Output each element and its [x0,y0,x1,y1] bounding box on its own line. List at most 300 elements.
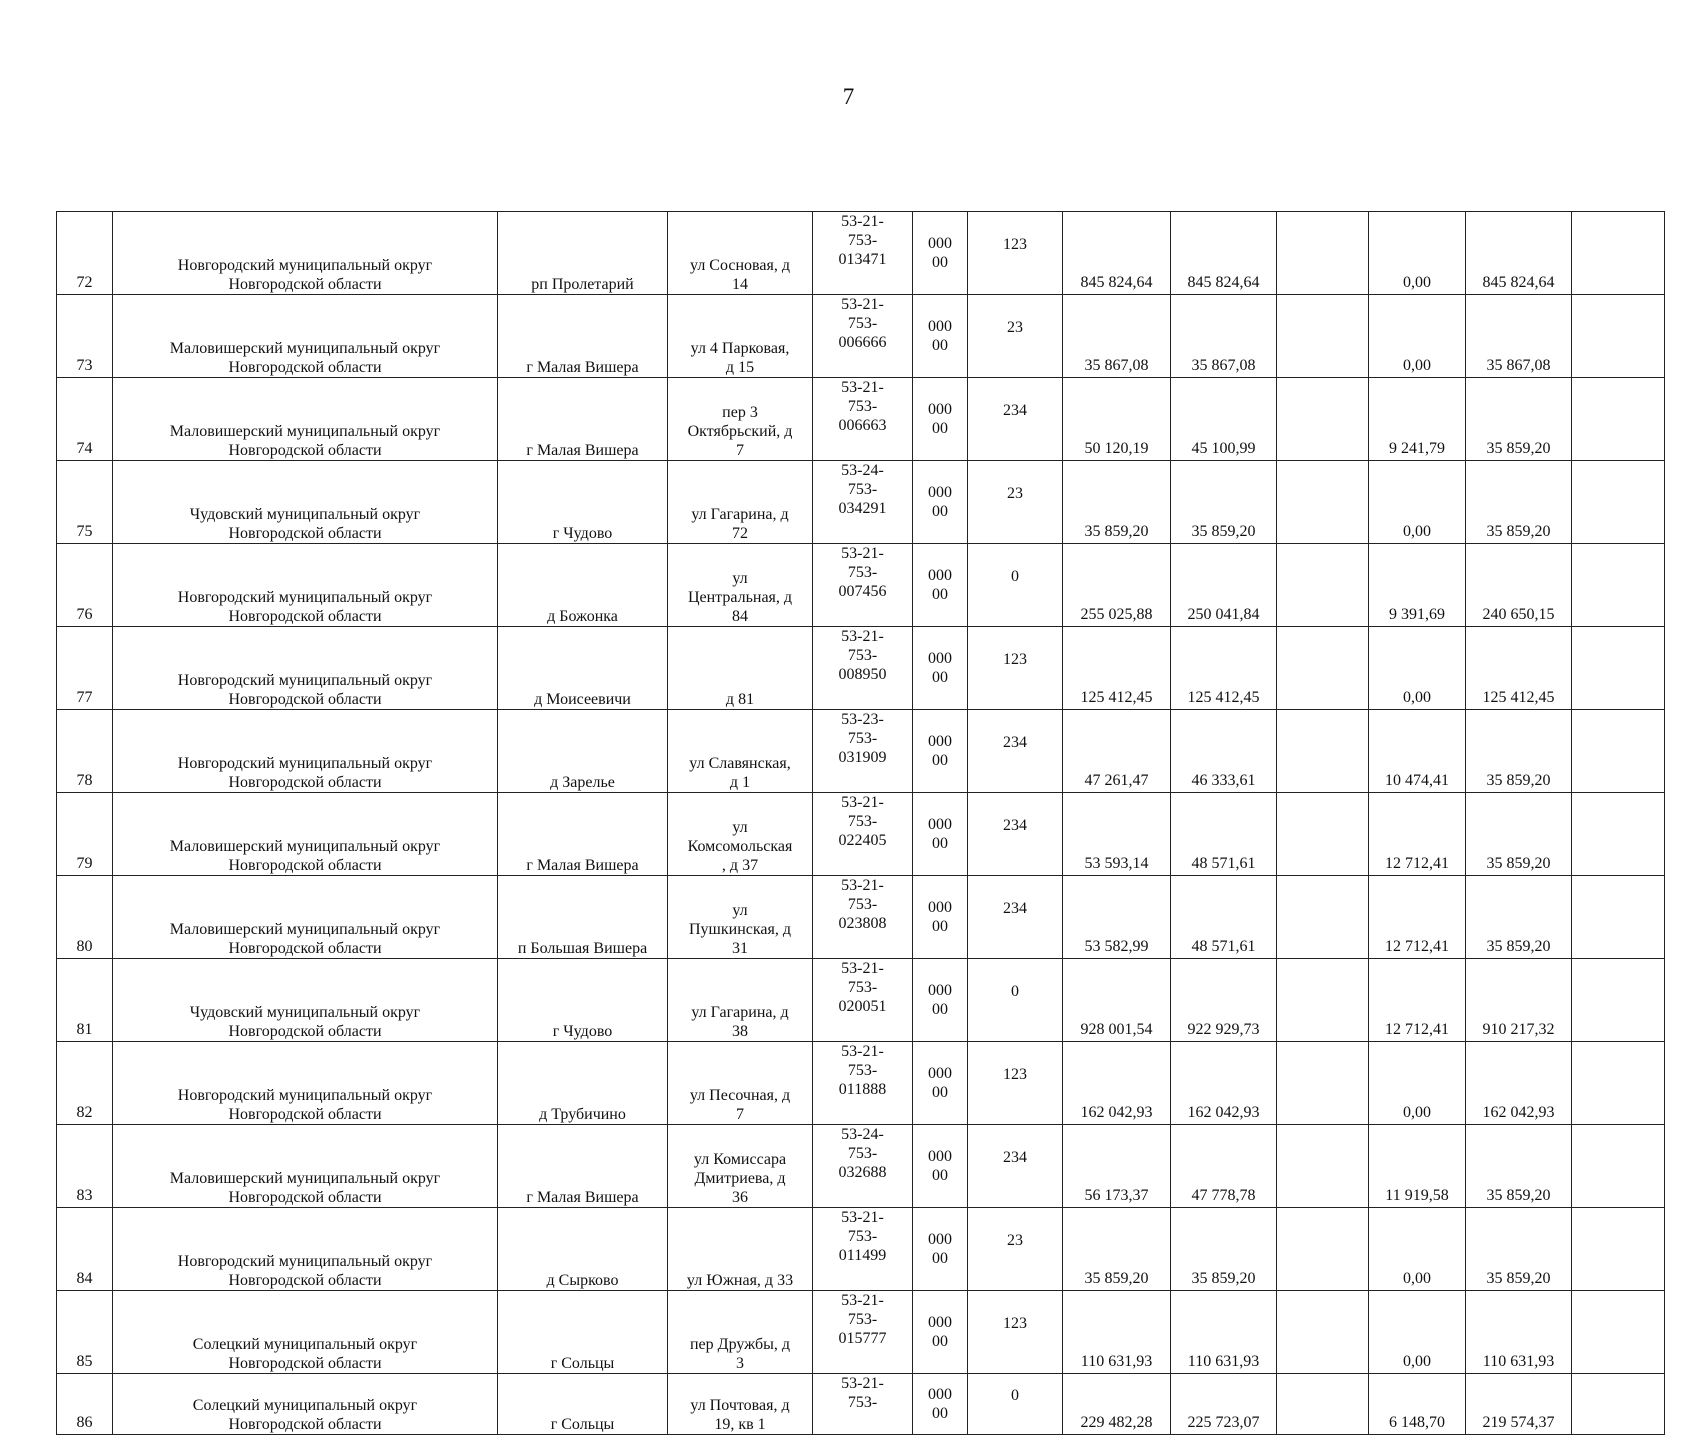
locality-cell: д Зарелье [498,710,668,793]
address-cell-line: ул Комиссара [693,1151,787,1168]
municipality-cell [113,378,498,461]
amount-6-cell [1572,544,1665,627]
municipality-cell-line: Новгородской области [228,525,382,542]
municipality-cell-line: Новгородский муниципальный округ [177,1253,433,1270]
amount-1-cell: 35 867,08 [1063,295,1171,378]
address-cell [668,1208,813,1291]
cadastral-cell-line: 013471 [838,251,887,268]
cadastral-cell-line: 53-21- [841,1375,884,1392]
cadastral-cell-line: 753- [847,1311,878,1328]
category-cell: 234 [968,378,1063,461]
row-number: 76 [57,544,113,627]
address-cell-line: 72 [732,525,748,542]
cadastral-cell-line: 753- [847,1145,878,1162]
cadastral-cell-line: 753- [847,979,878,996]
cadastral-cell-line: 753- [847,481,878,498]
address-cell-line: Пушкинская, д [688,921,791,938]
amount-5-cell: 35 859,20 [1466,1208,1572,1291]
category-cell: 23 [968,1208,1063,1291]
cadastral-cell [813,1125,913,1208]
amount-2-cell: 845 824,64 [1171,212,1277,295]
municipality-cell-line: Маловишерский муниципальный округ [169,423,441,440]
cadastral-cell-line: 53-21- [841,296,884,313]
address-cell [668,1374,813,1435]
cadastral-cell [813,1208,913,1291]
code-cell [913,627,968,710]
amount-5-cell: 35 859,20 [1466,461,1572,544]
amount-6-cell [1572,212,1665,295]
cadastral-cell [813,959,913,1042]
cadastral-cell-line: 011888 [838,1081,887,1098]
amount-4-cell: 12 712,41 [1369,793,1466,876]
address-cell [668,876,813,959]
amount-5-cell: 35 859,20 [1466,710,1572,793]
code-cell-line: 000 [928,1148,952,1165]
municipality-cell [113,1374,498,1435]
code-cell-line: 000 [928,235,952,252]
code-cell-line: 00 [932,918,948,935]
table-row [57,1374,1665,1435]
address-cell-line: , д 37 [721,857,759,874]
cadastral-cell-line: 007456 [838,583,887,600]
cadastral-cell-line: 753- [847,647,878,664]
code-cell [913,378,968,461]
table-row [57,959,1665,1042]
address-cell [668,378,813,461]
row-number: 84 [57,1208,113,1291]
amount-4-cell: 9 391,69 [1369,544,1466,627]
category-cell: 234 [968,876,1063,959]
amount-6-cell [1572,627,1665,710]
category-cell: 123 [968,627,1063,710]
amount-1-cell: 229 482,28 [1063,1374,1171,1435]
address-cell-line: 19, кв 1 [714,1416,766,1433]
amount-1-cell: 53 593,14 [1063,793,1171,876]
cadastral-cell-line: 53-21- [841,628,884,645]
code-cell-line: 00 [932,586,948,603]
amount-2-cell: 250 041,84 [1171,544,1277,627]
code-cell [913,1125,968,1208]
code-cell-line: 000 [928,650,952,667]
amount-1-cell: 110 631,93 [1063,1291,1171,1374]
municipality-cell-line: Солецкий муниципальный округ [192,1397,418,1414]
municipality-cell [113,1291,498,1374]
address-cell-line: 36 [732,1189,748,1206]
code-cell-line: 00 [932,1405,948,1422]
page-number: 7 [842,84,855,109]
cadastral-cell-line: 032688 [838,1164,887,1181]
cadastral-cell-line: 753- [847,813,878,830]
address-cell-line: ул 4 Парковая, [690,340,790,357]
locality-cell: г Малая Вишера [498,793,668,876]
code-cell-line: 00 [932,835,948,852]
row-number: 83 [57,1125,113,1208]
amount-2-cell: 35 859,20 [1171,1208,1277,1291]
address-cell [668,959,813,1042]
cadastral-cell [813,710,913,793]
table-row [57,876,1665,959]
amount-4-cell: 12 712,41 [1369,876,1466,959]
amount-6-cell [1572,461,1665,544]
cadastral-cell-line: 011499 [838,1247,887,1264]
amount-5-cell: 910 217,32 [1466,959,1572,1042]
address-cell-line: ул Почтовая, д [690,1397,790,1414]
municipality-cell-line: Новгородской области [228,1416,382,1433]
amount-6-cell [1572,793,1665,876]
category-cell: 234 [968,793,1063,876]
amount-6-cell [1572,1291,1665,1374]
municipality-cell [113,544,498,627]
amount-4-cell: 0,00 [1369,1208,1466,1291]
cadastral-cell [813,1291,913,1374]
locality-cell: г Сольцы [498,1374,668,1435]
amount-3-cell [1277,461,1369,544]
address-cell [668,461,813,544]
municipality-cell-line: Новгородский муниципальный округ [177,672,433,689]
municipality-cell-line: Солецкий муниципальный округ [192,1336,418,1353]
code-cell [913,876,968,959]
address-cell-line: пер Дружбы, д [689,1336,791,1353]
row-number: 77 [57,627,113,710]
code-cell-line: 00 [932,503,948,520]
code-cell [913,1208,968,1291]
amount-2-cell: 922 929,73 [1171,959,1277,1042]
cadastral-cell-line: 022405 [838,832,887,849]
amount-3-cell [1277,1208,1369,1291]
category-cell: 0 [968,1374,1063,1435]
locality-cell: г Чудово [498,461,668,544]
locality-cell: г Сольцы [498,1291,668,1374]
cadastral-cell-line: 008950 [838,666,887,683]
municipality-cell-line: Новгородской области [228,691,382,708]
municipality-cell [113,212,498,295]
code-cell-line: 000 [928,567,952,584]
cadastral-cell-line: 53-21- [841,1292,884,1309]
category-cell: 23 [968,461,1063,544]
category-cell: 0 [968,959,1063,1042]
amount-2-cell: 225 723,07 [1171,1374,1277,1435]
municipality-cell [113,1042,498,1125]
cadastral-cell-line: 53-21- [841,960,884,977]
amount-2-cell: 46 333,61 [1171,710,1277,793]
table-row [57,1042,1665,1125]
amount-2-cell: 35 867,08 [1171,295,1277,378]
address-cell-line: Комсомольская [687,838,793,855]
cadastral-cell-line: 753- [847,1394,878,1411]
code-cell-line: 00 [932,420,948,437]
municipality-cell-line: Новгородской области [228,774,382,791]
code-cell [913,1374,968,1435]
amount-3-cell [1277,1291,1369,1374]
amount-2-cell: 48 571,61 [1171,793,1277,876]
amount-5-cell: 35 859,20 [1466,876,1572,959]
amount-5-cell: 162 042,93 [1466,1042,1572,1125]
table-row [57,1291,1665,1374]
locality-cell: д Трубичино [498,1042,668,1125]
amount-4-cell: 0,00 [1369,461,1466,544]
table-row [57,544,1665,627]
amount-6-cell [1572,710,1665,793]
registry-body [57,212,1665,1435]
address-cell [668,1042,813,1125]
cadastral-cell-line: 006666 [838,334,887,351]
locality-cell: г Малая Вишера [498,295,668,378]
cadastral-cell [813,544,913,627]
amount-1-cell: 255 025,88 [1063,544,1171,627]
category-cell: 123 [968,1291,1063,1374]
address-cell-line: Центральная, д [687,589,793,606]
amount-3-cell [1277,544,1369,627]
address-cell-line: 7 [736,1106,744,1123]
municipality-cell-line: Маловишерский муниципальный округ [169,1170,441,1187]
address-cell [668,212,813,295]
address-cell [668,1125,813,1208]
locality-cell: г Чудово [498,959,668,1042]
amount-3-cell [1277,793,1369,876]
locality-cell: п Большая Вишера [498,876,668,959]
amount-1-cell: 35 859,20 [1063,461,1171,544]
code-cell [913,295,968,378]
code-cell-line: 000 [928,982,952,999]
amount-4-cell: 12 712,41 [1369,959,1466,1042]
address-cell-line: 84 [732,608,748,625]
amount-3-cell [1277,876,1369,959]
municipality-cell-line: Новгородский муниципальный округ [177,1087,433,1104]
amount-3-cell [1277,295,1369,378]
row-number: 80 [57,876,113,959]
code-cell-line: 000 [928,899,952,916]
code-cell-line: 000 [928,733,952,750]
table-row [57,1125,1665,1208]
municipality-cell [113,295,498,378]
code-cell-line: 00 [932,254,948,271]
cadastral-cell-line: 53-21- [841,877,884,894]
amount-4-cell: 0,00 [1369,1291,1466,1374]
code-cell-line: 000 [928,816,952,833]
amount-1-cell: 50 120,19 [1063,378,1171,461]
address-cell [668,627,813,710]
municipality-cell-line: Чудовский муниципальный округ [189,506,421,523]
row-number: 79 [57,793,113,876]
cadastral-cell-line: 53-21- [841,545,884,562]
cadastral-cell [813,1374,913,1435]
municipality-cell-line: Новгородской области [228,940,382,957]
address-cell [668,710,813,793]
amount-3-cell [1277,1125,1369,1208]
cadastral-cell-line: 53-21- [841,794,884,811]
amount-5-cell: 35 859,20 [1466,378,1572,461]
amount-4-cell: 11 919,58 [1369,1125,1466,1208]
municipality-cell-line: Новгородской области [228,1023,382,1040]
cadastral-cell-line: 006663 [838,417,887,434]
code-cell [913,212,968,295]
amount-1-cell: 53 582,99 [1063,876,1171,959]
address-cell-line: Дмитриева, д [694,1170,786,1187]
municipality-cell [113,959,498,1042]
cadastral-cell-line: 031909 [838,749,887,766]
cadastral-cell [813,212,913,295]
amount-2-cell: 35 859,20 [1171,461,1277,544]
amount-5-cell: 240 650,15 [1466,544,1572,627]
locality-cell: г Малая Вишера [498,378,668,461]
municipality-cell-line: Маловишерский муниципальный округ [169,838,441,855]
amount-3-cell [1277,378,1369,461]
category-cell: 0 [968,544,1063,627]
municipality-cell-line: Новгородской области [228,857,382,874]
amount-1-cell: 125 412,45 [1063,627,1171,710]
address-cell-line: ул Гагарина, д [691,1004,789,1021]
address-cell-line: ул Славянская, [689,755,791,772]
amount-6-cell [1572,1125,1665,1208]
amount-2-cell: 110 631,93 [1171,1291,1277,1374]
amount-6-cell [1572,1374,1665,1435]
amount-4-cell: 0,00 [1369,627,1466,710]
amount-1-cell: 928 001,54 [1063,959,1171,1042]
cadastral-cell-line: 753- [847,896,878,913]
code-cell [913,461,968,544]
amount-6-cell [1572,295,1665,378]
code-cell [913,1042,968,1125]
address-cell [668,1291,813,1374]
municipality-cell-line: Маловишерский муниципальный округ [169,340,441,357]
amount-5-cell: 35 859,20 [1466,1125,1572,1208]
address-cell-line: 38 [732,1023,748,1040]
row-number: 82 [57,1042,113,1125]
amount-1-cell: 845 824,64 [1063,212,1171,295]
address-cell-line: ул Песочная, д [689,1087,791,1104]
cadastral-cell-line: 034291 [838,500,887,517]
amount-6-cell [1572,1042,1665,1125]
address-cell [668,793,813,876]
table-row [57,461,1665,544]
amount-1-cell: 35 859,20 [1063,1208,1171,1291]
row-number: 75 [57,461,113,544]
cadastral-cell-line: 53-21- [841,213,884,230]
amount-5-cell: 125 412,45 [1466,627,1572,710]
address-cell-line: д 81 [725,691,755,708]
cadastral-cell-line: 023808 [838,915,887,932]
table-row [57,710,1665,793]
amount-3-cell [1277,1042,1369,1125]
cadastral-cell [813,378,913,461]
amount-4-cell: 9 241,79 [1369,378,1466,461]
table-row [57,793,1665,876]
municipality-cell-line: Новгородской области [228,1355,382,1372]
address-cell-line: 3 [736,1355,744,1372]
address-cell-line: ул Гагарина, д [691,506,789,523]
row-number: 73 [57,295,113,378]
code-cell-line: 00 [932,1084,948,1101]
code-cell [913,710,968,793]
cadastral-cell-line: 53-21- [841,1043,884,1060]
municipality-cell-line: Новгородский муниципальный округ [177,755,433,772]
cadastral-cell [813,793,913,876]
address-cell-line: ул [732,819,748,836]
amount-6-cell [1572,959,1665,1042]
amount-4-cell: 6 148,70 [1369,1374,1466,1435]
amount-5-cell: 35 859,20 [1466,793,1572,876]
amount-5-cell: 35 867,08 [1466,295,1572,378]
address-cell-line: Октябрьский, д [687,423,793,440]
address-cell-line: пер 3 [722,404,758,421]
municipality-cell [113,876,498,959]
amount-3-cell [1277,627,1369,710]
category-cell: 23 [968,295,1063,378]
cadastral-cell-line: 015777 [838,1330,887,1347]
municipality-cell [113,1208,498,1291]
category-cell: 123 [968,1042,1063,1125]
amount-6-cell [1572,378,1665,461]
code-cell-line: 00 [932,1001,948,1018]
registry-table [56,211,1665,1435]
cadastral-cell [813,461,913,544]
cadastral-cell-line: 020051 [838,998,887,1015]
cadastral-cell-line: 53-21- [841,379,884,396]
code-cell [913,793,968,876]
cadastral-cell-line: 53-23- [841,711,884,728]
amount-6-cell [1572,1208,1665,1291]
code-cell-line: 000 [928,318,952,335]
municipality-cell [113,627,498,710]
address-cell-line: ул Южная, д 33 [686,1272,794,1289]
code-cell-line: 00 [932,1250,948,1267]
code-cell-line: 000 [928,1314,952,1331]
amount-4-cell: 0,00 [1369,295,1466,378]
amount-2-cell: 125 412,45 [1171,627,1277,710]
row-number: 81 [57,959,113,1042]
municipality-cell-line: Маловишерский муниципальный округ [169,921,441,938]
address-cell-line: 31 [732,940,748,957]
amount-6-cell [1572,876,1665,959]
municipality-cell [113,793,498,876]
code-cell-line: 000 [928,1065,952,1082]
municipality-cell-line: Новгородской области [228,1106,382,1123]
code-cell [913,544,968,627]
amount-1-cell: 56 173,37 [1063,1125,1171,1208]
cadastral-cell-line: 753- [847,1228,878,1245]
municipality-cell-line: Новгородской области [228,276,382,293]
cadastral-cell-line: 753- [847,730,878,747]
locality-cell: д Моисеевичи [498,627,668,710]
code-cell-line: 00 [932,669,948,686]
cadastral-cell-line: 53-24- [841,462,884,479]
address-cell-line: д 1 [729,774,751,791]
locality-cell: д Сырково [498,1208,668,1291]
municipality-cell [113,1125,498,1208]
amount-5-cell: 219 574,37 [1466,1374,1572,1435]
row-number: 74 [57,378,113,461]
code-cell-line: 000 [928,484,952,501]
table-row [57,295,1665,378]
cadastral-cell-line: 53-21- [841,1209,884,1226]
address-cell [668,544,813,627]
row-number: 86 [57,1374,113,1435]
amount-5-cell: 110 631,93 [1466,1291,1572,1374]
locality-cell: рп Пролетарий [498,212,668,295]
cadastral-cell [813,627,913,710]
cadastral-cell-line: 753- [847,564,878,581]
amount-3-cell [1277,710,1369,793]
municipality-cell-line: Новгородской области [228,608,382,625]
code-cell-line: 000 [928,1386,952,1403]
amount-2-cell: 47 778,78 [1171,1125,1277,1208]
amount-2-cell: 48 571,61 [1171,876,1277,959]
municipality-cell-line: Чудовский муниципальный округ [189,1004,421,1021]
row-number: 85 [57,1291,113,1374]
cadastral-cell-line: 53-24- [841,1126,884,1143]
amount-2-cell: 162 042,93 [1171,1042,1277,1125]
municipality-cell-line: Новгородский муниципальный округ [177,589,433,606]
